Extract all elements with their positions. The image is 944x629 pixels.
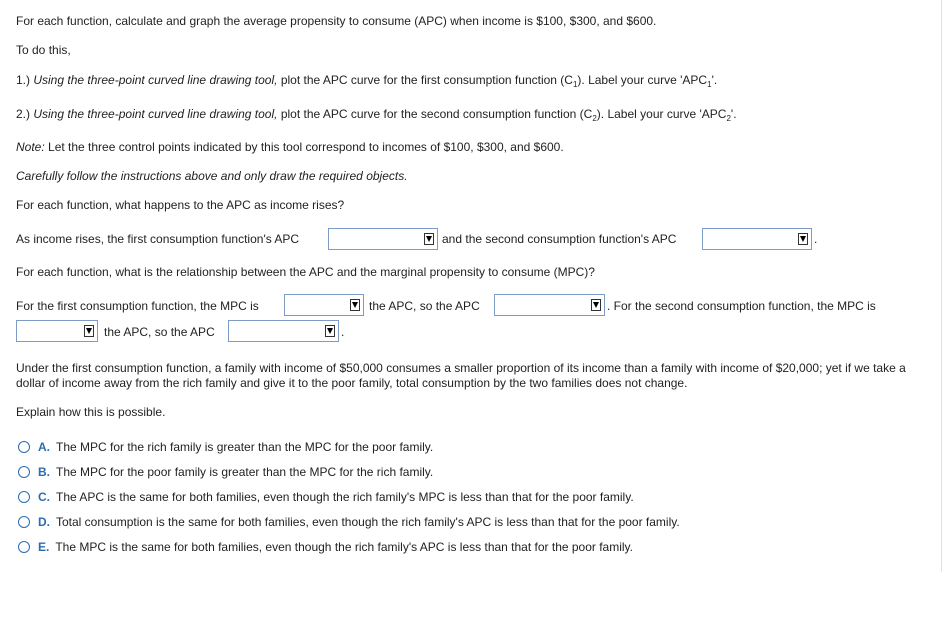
triangle-down-icon (350, 299, 360, 311)
radio-icon[interactable] (18, 516, 30, 528)
q2-part3-label: . For the second consumption function, the MPC is (607, 299, 876, 313)
todo-text: To do this, (16, 43, 71, 57)
radio-icon[interactable] (18, 491, 30, 503)
radio-icon[interactable] (18, 466, 30, 478)
q2-part4-label: the APC, so the APC (104, 325, 215, 339)
scenario-text: Under the first consumption function, a family with income of $50,000 consumes a smaller proportion of its income than a family with income of $20,000; yet if we take a dollar of income away from the rich family and give it to the poor family, total consumption by the two families does not change. (16, 361, 906, 390)
option-b[interactable]: B. The MPC for the poor family is greater than the MPC for the rich family. (18, 465, 433, 479)
q2-end: . (341, 325, 345, 339)
triangle-down-icon (424, 233, 434, 245)
radio-icon[interactable] (18, 441, 30, 453)
q1-end: . (814, 232, 818, 246)
triangle-down-icon (325, 325, 335, 337)
q2-part1-label: For the first consumption function, the MPC is (16, 299, 259, 313)
triangle-down-icon (84, 325, 94, 337)
second-mpc-relation-dropdown[interactable] (16, 320, 98, 342)
note-text: Note: Let the three control points indicated by this tool correspond to incomes of $100, $300, and $600. (16, 140, 564, 154)
triangle-down-icon (591, 299, 601, 311)
option-c[interactable]: C. The APC is the same for both families, even though the rich family's MPC is less than that for the poor family. (18, 490, 634, 504)
q2-part2-label: the APC, so the APC (369, 299, 480, 313)
second-apc-result-dropdown[interactable] (228, 320, 339, 342)
second-apc-trend-dropdown[interactable] (702, 228, 812, 250)
option-e[interactable]: E. The MPC is the same for both families, even though the rich family's APC is less than that for the poor family. (18, 540, 633, 554)
triangle-down-icon (798, 233, 808, 245)
first-apc-result-dropdown[interactable] (494, 294, 605, 316)
content-right-border (941, 0, 942, 572)
q1-part1-label: As income rises, the first consumption function's APC (16, 232, 300, 246)
intro-text: For each function, calculate and graph the average propensity to consume (APC) when income is $100, $300, and $600. (16, 14, 657, 28)
question-apc-mpc: For each function, what is the relationship between the APC and the marginal propensity to consume (MPC)? (16, 265, 595, 279)
option-a[interactable]: A. The MPC for the rich family is greater than the MPC for the poor family. (18, 440, 433, 454)
radio-icon[interactable] (18, 541, 30, 553)
explain-prompt: Explain how this is possible. (16, 405, 166, 419)
step2-text: 2.) Using the three-point curved line drawing tool, plot the APC curve for the second consumption function $(C_2)$. Label your curve '$APC_2$'. (16, 107, 737, 123)
instructions-text: Carefully follow the instructions above and only draw the required objects. (16, 169, 408, 183)
first-apc-trend-dropdown[interactable] (328, 228, 438, 250)
option-d[interactable]: D. Total consumption is the same for both families, even though the rich family's APC is less than that for the poor family. (18, 515, 680, 529)
question-apc-trend: For each function, what happens to the APC as income rises? (16, 198, 345, 212)
step1-text: 1.) Using the three-point curved line drawing tool, plot the APC curve for the first consumption function $(C_1)$. Label your curve '$APC_1$'. (16, 73, 718, 89)
first-mpc-relation-dropdown[interactable] (284, 294, 364, 316)
q1-part2-label: and the second consumption function's APC (442, 232, 677, 246)
